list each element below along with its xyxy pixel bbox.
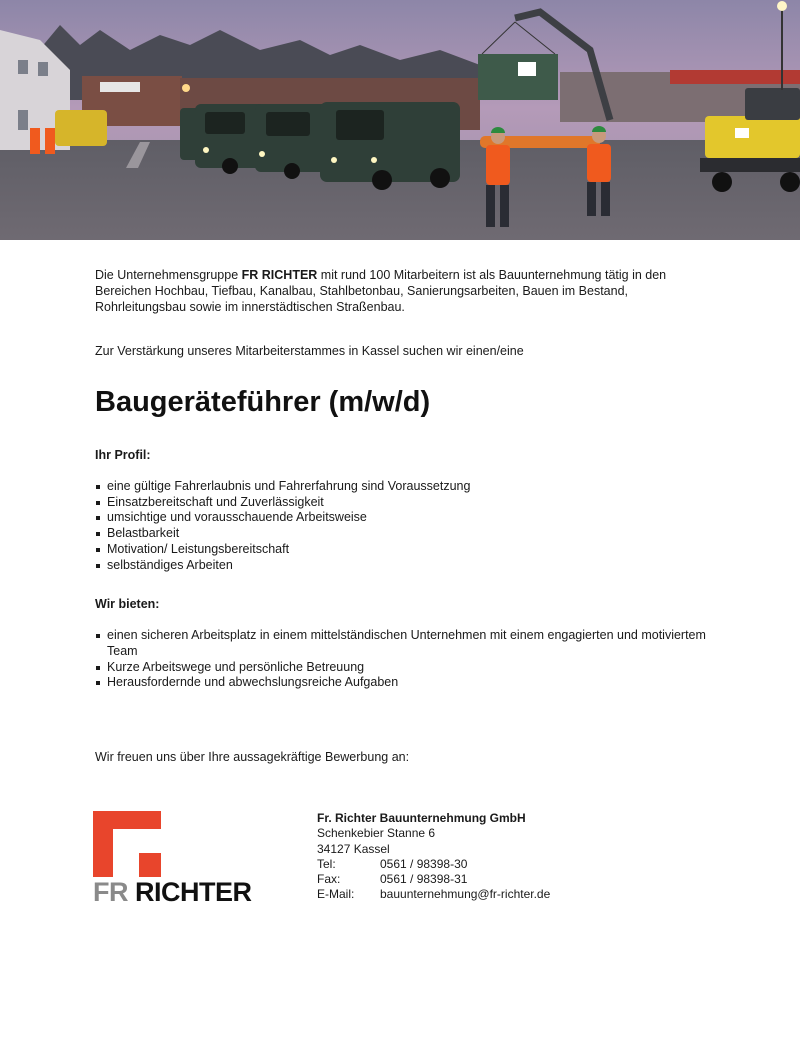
logo-wordmark: FR RICHTER [93,877,252,907]
job-title: Baugeräteführer (m/w/d) [95,386,431,418]
profile-heading: Ihr Profil: [95,448,151,462]
offer-item: einen sicheren Arbeitsplatz in einem mittelständischen Unternehmen mit einem engagierten und motiviertem Team [95,628,735,659]
profile-item: Einsatzbereitschaft und Zuverlässigkeit [95,495,735,511]
offer-item: Herausfordernde und abwechslungsreiche Aufgaben [95,675,735,691]
offer-heading: Wir bieten: [95,597,160,612]
contact-street: Schenkebier Stanne 6 [317,826,436,841]
contact-city: 34127 Kassel [317,841,390,856]
lead-sentence: Zur Verstärkung unseres Mitarbeiterstammes in Kassel suchen wir einen/eine [95,344,524,358]
profile-item: Motivation/ Leistungsbereitschaft [95,542,735,558]
profile-list [95,479,735,573]
contact-tel: 0561 / 98398-30 [380,856,468,871]
hero-photo-illustration [0,0,800,240]
contact-fax-row: Fax: 0561 / 98398-31 [317,872,468,887]
contact-company: Fr. Richter Bauunternehmung GmbH [317,811,526,825]
profile-item: umsichtige und vorausschauende Arbeitsweise [95,510,735,526]
company-name-bold: FR RICHTER [241,268,318,282]
offer-item: Kurze Arbeitswege und persönliche Betreuung [95,660,735,676]
contact-fax: 0561 / 98398-31 [380,872,468,887]
profile-item: eine gültige Fahrerlaubnis und Fahrerfahrung sind Voraussetzung [95,479,735,495]
profile-item: selbständiges Arbeiten [95,558,735,574]
contact-address [317,811,550,903]
contact-email: bauunternehmung@fr-richter.de [380,887,551,902]
contact-email-row: E-Mail: bauunternehmung@fr-richter.de [317,887,551,902]
logo-mark-icon [93,811,163,877]
profile-item: Belastbarkeit [95,526,735,542]
hero-photo [0,0,800,240]
company-intro: Die Unternehmensgruppe FR RICHTER mit rund 100 Mitarbeitern ist als Bauunternehmung tätig in den Bereichen Hochbau, Tiefbau, Kanalbau, Stahlbetonbau, Sanierungsarbeiten, Bauen im Bestand, Rohrleitungsbau sowie im innerstädtischen Straßenbau. [95,268,667,314]
closing-sentence: Wir freuen uns über Ihre aussagekräftige Bewerbung an: [95,750,410,765]
offer-list [95,628,735,691]
contact-tel-row: Tel: 0561 / 98398-30 [317,856,468,871]
company-logo [93,811,263,906]
job-ad-body [95,267,735,765]
footer [93,811,733,911]
